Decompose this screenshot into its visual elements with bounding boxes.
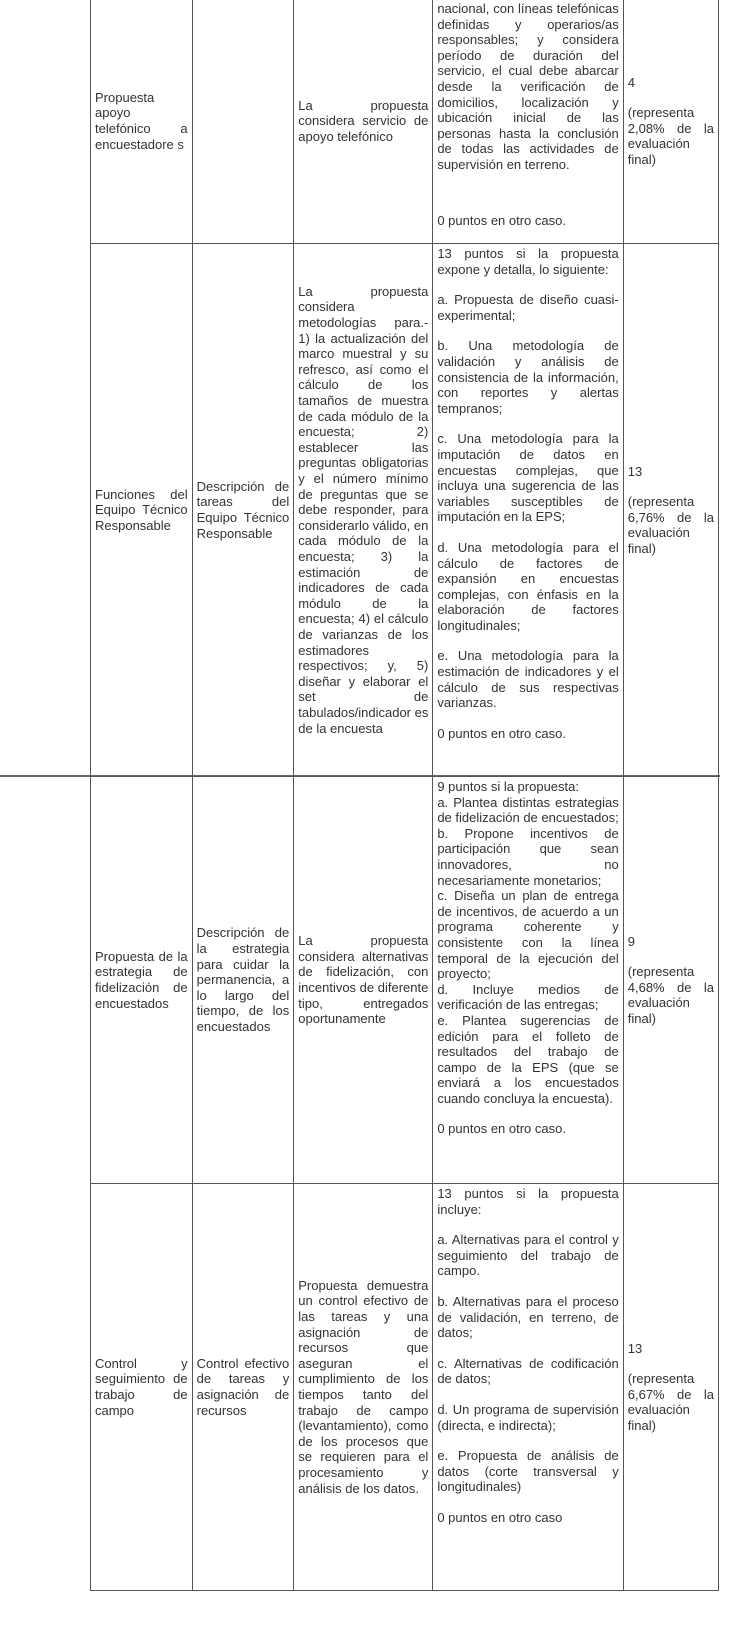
description-cell [192, 0, 294, 244]
points-cell [623, 0, 718, 244]
requirement-cell: La propuesta considera alternativas de fidelización, con incentivos de diferente tipo, entregados oportunamente [294, 777, 433, 1184]
requirement-cell: La propuesta considera servicio de apoyo telefónico [294, 0, 433, 244]
points: 13 [627, 463, 643, 479]
evaluation-table [90, 0, 719, 1591]
criterion-cell: Control y seguimiento de trabajo de campo [91, 1184, 193, 1591]
scoring-text: a. Alternativas para el control y seguimiento del trabajo de campo. [437, 1232, 619, 1279]
scoring-text: d. Un programa de supervisión (directa, e indirecta); [437, 1401, 619, 1433]
scoring-text: a. Propuesta de diseño cuasi-experimental; [437, 292, 619, 323]
scoring-text: c. Diseña un plan de entrega de incentivos, de acuerdo a un programa coherente y consistente con la línea temporal de la ejecución del proyecto; [437, 888, 619, 982]
criterion-cell: Funciones del Equipo Técnico Responsable [91, 244, 193, 777]
table-row [91, 244, 719, 777]
table-row [91, 777, 719, 1184]
scoring-text: 9 puntos si la propuesta: [437, 779, 579, 794]
points: 9 [627, 933, 635, 949]
scoring-text: 0 puntos en otro caso [437, 1509, 563, 1525]
scoring-text: 0 puntos en otro caso. [437, 1121, 566, 1137]
scoring-text: d. Una metodología para el cálculo de factores de expansión en encuestas complejas, con énfasis en la elaboración de factores longitudinales; [437, 539, 619, 633]
weight: (representa 4,68% de la evaluación final) [627, 964, 714, 1026]
scoring-text: nacional, con líneas telefónicas definidas y operarios/as responsables; y considera período de duración del servicio, el cual debe abarcar desde la verificación de domicilios, localización y ubicación inicial de las personas hasta la conclusión de todas las actividades de supervisión en terreno. [437, 1, 619, 172]
description-cell: Descripción de tareas del Equipo Técnico Responsable [192, 244, 294, 777]
requirement-cell: La propuesta considera metodologías para.- 1) la actualización del marco muestral y su refresco, así como el cálculo de los tamaños de muestra de cada módulo de la encuesta; 2) establecer las preguntas obligatorias y el número mínimo de preguntas que se debe responder, para considerarlo válido, en cada módulo de la encuesta; 3) la estimación de indicadores de cada módulo de la encuesta; 4) el cálculo de varianzas de los estimadores respectivos; y, 5) diseñar y elaborar el set de tabulados/indicador es de la encuesta [294, 244, 433, 777]
points-cell [623, 777, 718, 1184]
table-row [91, 1184, 719, 1591]
scoring-text: e. Propuesta de análisis de datos (corte transversal y longitudinales) [437, 1448, 619, 1495]
scoring-cell [433, 244, 623, 777]
scoring-text: d. Incluye medios de verificación de las entregas; [437, 981, 619, 1013]
scoring-cell [433, 777, 623, 1184]
table-row [91, 0, 719, 244]
scoring-text: b. Una metodología de validación y análisis de consistencia de la información, con reportes y alertas tempranos; [437, 338, 619, 416]
scoring-text: b. Propone incentivos de participación que sean innovadores, no necesariamente monetarios; [437, 825, 619, 888]
description-cell: Descripción de la estrategia para cuidar la permanencia, a lo largo del tiempo, de los encuestados [192, 777, 294, 1184]
weight: (representa 6,67% de la evaluación final) [627, 1371, 714, 1433]
scoring-text: a. Plantea distintas estrategias de fidelización de encuestados; [437, 794, 619, 826]
criterion-cell: Propuesta apoyo telefónico a encuestadore s [91, 0, 193, 244]
points-cell [623, 244, 718, 777]
description-cell: Control efectivo de tareas y asignación de recursos [192, 1184, 294, 1591]
scoring-text: 13 puntos si la propuesta incluye: [437, 1186, 619, 1217]
scoring-cell [433, 0, 623, 244]
weight: (representa 6,76% de la evaluación final) [627, 494, 714, 556]
scoring-text: 0 puntos en otro caso. [437, 212, 566, 228]
scoring-text: e. Plantea sugerencias de edición para el folleto de resultados del trabajo de campo de la EPS (que se enviará a los encuestados cuando concluya la encuesta). [437, 1012, 619, 1106]
points: 13 [627, 1340, 643, 1356]
criterion-cell: Propuesta de la estrategia de fidelización de encuestados [91, 777, 193, 1184]
requirement-cell: Propuesta demuestra un control efectivo de las tareas y una asignación de recursos que aseguran el cumplimiento de los tiempos tanto del trabajo de campo (levantamiento), como de los procesos que se requieren para el procesamiento y análisis de los datos. [294, 1184, 433, 1591]
scoring-text: c. Alternativas de codificación de datos; [437, 1355, 619, 1387]
scoring-text: 0 puntos en otro caso. [437, 725, 566, 741]
scoring-text: b. Alternativas para el proceso de validación, en terreno, de datos; [437, 1293, 619, 1341]
points: 4 [627, 74, 635, 90]
weight: (representa 2,08% de la evaluación final) [627, 105, 714, 167]
scoring-cell [433, 1184, 623, 1591]
scoring-text: e. Una metodología para la estimación de indicadores y el cálculo de sus respectivas varianzas. [437, 648, 619, 711]
points-cell [623, 1184, 718, 1591]
scoring-text: 13 puntos si la propuesta expone y detalla, lo siguiente: [437, 246, 619, 277]
scoring-text: c. Una metodología para la imputación de datos en encuestas complejas, que incluya una sugerencia de las variables susceptibles de imputación en la EPS; [437, 431, 619, 525]
